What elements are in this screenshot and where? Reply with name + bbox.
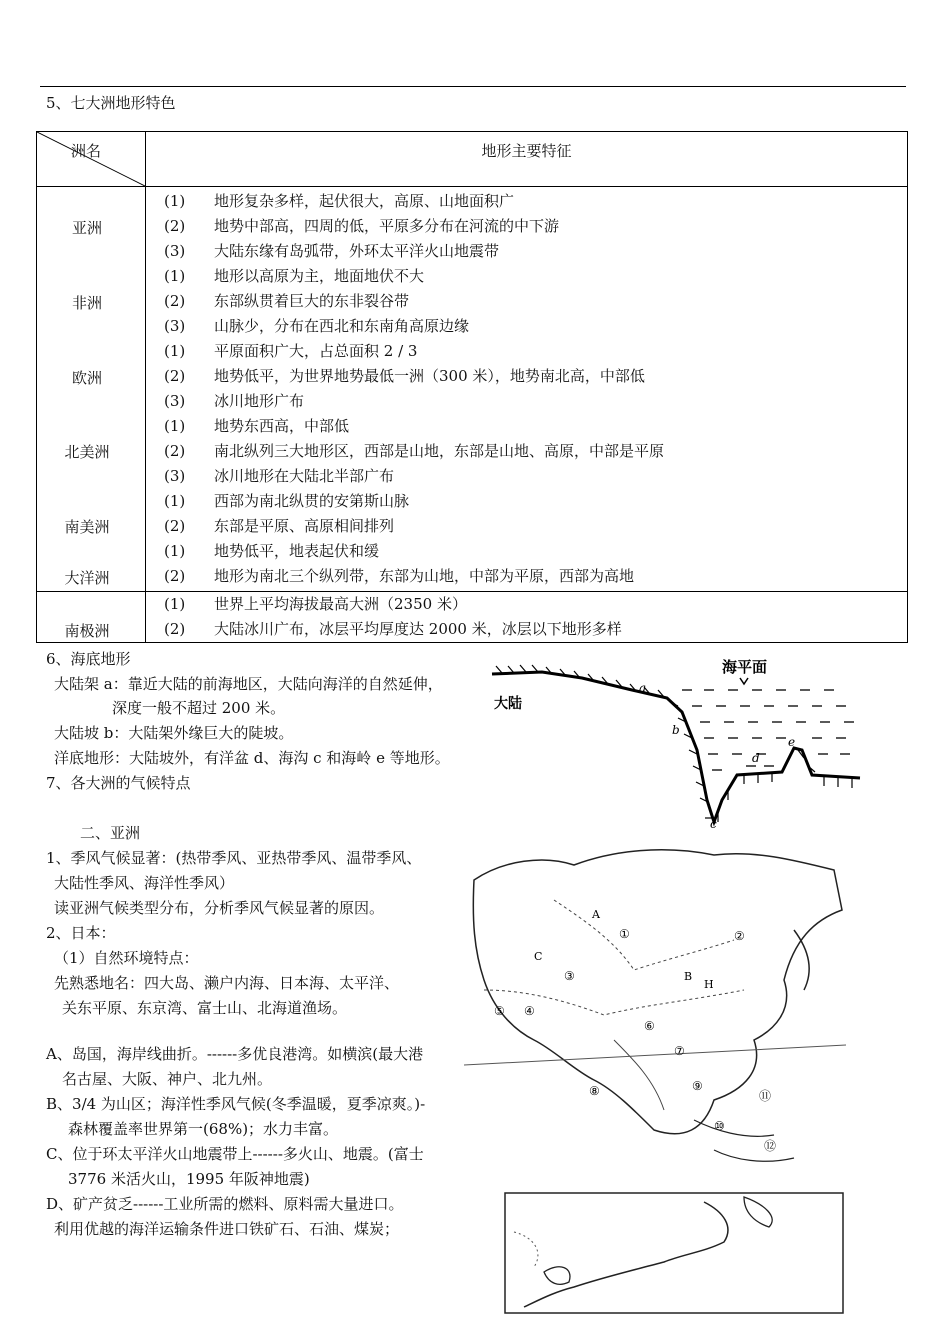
map-marker-4: ④ (524, 1004, 535, 1018)
feature-row: (1) 地形复杂多样，起伏很大，高原、山地面积广 (164, 192, 515, 210)
map-marker-10: ⑩ (714, 1119, 725, 1133)
japan-map (504, 1192, 844, 1314)
continent-africa: 非洲 (71, 294, 102, 312)
map-marker-1: ① (619, 927, 630, 941)
feature-row: (1) 世界上平均海拔最高大洲（2350 米） (164, 595, 467, 613)
table-last-row (37, 592, 908, 643)
asia-pA2: 名古屋、大阪、神户、北九州。 (62, 1070, 273, 1088)
section-7-title: 7、各大洲的气候特点 (46, 774, 191, 792)
feature-row: (1) 平原面积广大，占总面积 2 / 3 (164, 342, 418, 360)
map-letter-a: A (592, 908, 600, 921)
sea-level-label: 海平面 (722, 658, 768, 676)
feature-row: (1) 地势低平，地表起伏和缓 (164, 542, 380, 560)
header-left-cell (37, 132, 146, 187)
header-continent: 洲名 (71, 142, 102, 160)
map-letter-c: C (534, 950, 543, 963)
map-marker-12: ⑫ (764, 1139, 777, 1153)
asia-pD2: 利用优越的海洋运输条件进口铁矿石、石油、煤炭； (54, 1220, 400, 1238)
continent-oceania: 大洋洲 (64, 569, 110, 587)
continent-north-america: 北美洲 (64, 443, 110, 461)
map-marker-6: ⑥ (644, 1019, 655, 1033)
asia-p1a: 1、季风气候显著：(热带季风、亚热带季风、温带季风、 (46, 849, 422, 867)
continent-asia: 亚洲 (71, 219, 102, 237)
feature-row: (1) 地势东西高，中部低 (164, 417, 350, 435)
asia-p1b: 大陆性季风、海洋性季风） (54, 874, 235, 892)
continent-label: 大陆 (494, 696, 522, 712)
map-marker-2: ② (734, 929, 745, 943)
feature-row: (2) 地形为南北三个纵列带，东部为山地，中部为平原，西部为高地 (164, 567, 635, 585)
map-marker-3: ③ (564, 969, 575, 983)
label-c: c (710, 817, 717, 830)
asia-p5a: 先熟悉地名：四大岛、濑户内海、日本海、太平洋、 (54, 974, 400, 992)
asia-pB2: 森林覆盖率世界第一(68%)；水力丰富。 (68, 1120, 339, 1138)
table-header-row (37, 132, 908, 187)
shelf-line-2: 深度一般不超过 200 米。 (112, 699, 286, 717)
asia-pC2: 3776 米活火山，1995 年阪神地震) (68, 1170, 310, 1188)
table-body-row (37, 187, 908, 592)
section-5-title: 5、七大洲地形特色 (46, 94, 176, 112)
feature-row: (2) 东部纵贯着巨大的东非裂谷带 (164, 292, 410, 310)
label-d: d (752, 751, 760, 765)
features-column (146, 187, 908, 592)
map-letter-h: H (704, 978, 714, 991)
map-marker-8: ⑧ (589, 1084, 600, 1098)
asia-p4: （1）自然环境特点： (54, 949, 199, 967)
terrain-table (36, 131, 908, 643)
features-column (146, 592, 908, 643)
section-6-title: 6、海底地形 (46, 650, 131, 668)
sea-level-arrow (740, 678, 748, 684)
map-marker-11: ⑪ (759, 1089, 772, 1103)
asia-pD1: D、矿产贫乏------工业所需的燃料、原料需大量进口。 (46, 1195, 404, 1213)
asia-pA1: A、岛国，海岸线曲折。------多优良港湾。如横滨(最大港 (46, 1045, 424, 1063)
ocean-floor-line: 洋底地形：大陆坡外，有洋盆 d、海沟 c 和海岭 e 等地形。 (54, 749, 450, 767)
map-marker-5: ⑤ (494, 1004, 505, 1018)
feature-row: (2) 地势低平，为世界地势最低一洲（300 米），地势南北高，中部低 (164, 367, 645, 385)
continent-column (37, 187, 146, 592)
feature-row: (3) 大陆东缘有岛弧带，外环太平洋火山地震带 (164, 242, 500, 260)
label-e: e (788, 735, 796, 749)
feature-row: (2) 南北纵列三大地形区，西部是山地，东部是山地、高原，中部是平原 (164, 442, 665, 460)
asia-climate-map (464, 840, 846, 1188)
top-rule (40, 86, 906, 87)
continent-europe: 欧洲 (71, 369, 102, 387)
map-marker-9: ⑨ (692, 1079, 703, 1093)
header-features: 地形主要特征 (146, 132, 908, 187)
asia-pC1: C、位于环太平洋火山地震带上------多火山、地震。(富士 (46, 1145, 424, 1163)
feature-row: (3) 冰川地形广布 (164, 392, 305, 410)
profile-hatching (496, 665, 852, 822)
asia-p2: 读亚洲气候类型分布，分析季风气候显著的原因。 (54, 899, 385, 917)
label-b: b (672, 723, 680, 737)
map-letter-b: B (684, 970, 693, 983)
shelf-line-1: 大陆架 a：靠近大陆的前海地区，大陆向海洋的自然延伸， (54, 675, 443, 693)
map-marker-7: ⑦ (674, 1044, 685, 1058)
seafloor-diagram (482, 650, 862, 830)
feature-row: (1) 西部为南北纵贯的安第斯山脉 (164, 492, 410, 510)
asia-pB1: B、3/4 为山区；海洋性季风气候(冬季温暖，夏季凉爽。)- (46, 1095, 426, 1113)
feature-row: (3) 冰川地形在大陆北半部广布 (164, 467, 395, 485)
asia-p3: 2、日本： (46, 924, 116, 942)
continent-south-america: 南美洲 (64, 518, 110, 536)
label-a: a (639, 681, 647, 695)
continent-column (37, 592, 146, 643)
feature-row: (1) 地形以高原为主，地面地伏不大 (164, 267, 425, 285)
seafloor-profile (492, 672, 860, 822)
feature-row: (2) 大陆冰川广布，冰层平均厚度达 2000 米，冰层以下地形多样 (164, 620, 622, 638)
continent-antarctica: 南极洲 (64, 622, 110, 640)
feature-row: (2) 东部是平原、高原相间排列 (164, 517, 395, 535)
feature-row: (2) 地势中部高，四周的低，平原多分布在河流的中下游 (164, 217, 560, 235)
asia-p5b: 关东平原、东京湾、富士山、北海道渔场。 (62, 999, 348, 1017)
asia-heading: 二、亚洲 (80, 824, 141, 842)
water-dashes (682, 690, 854, 770)
feature-row: (3) 山脉少，分布在西北和东南角高原边缘 (164, 317, 470, 335)
slope-line: 大陆坡 b：大陆架外缘巨大的陡坡。 (54, 724, 294, 742)
